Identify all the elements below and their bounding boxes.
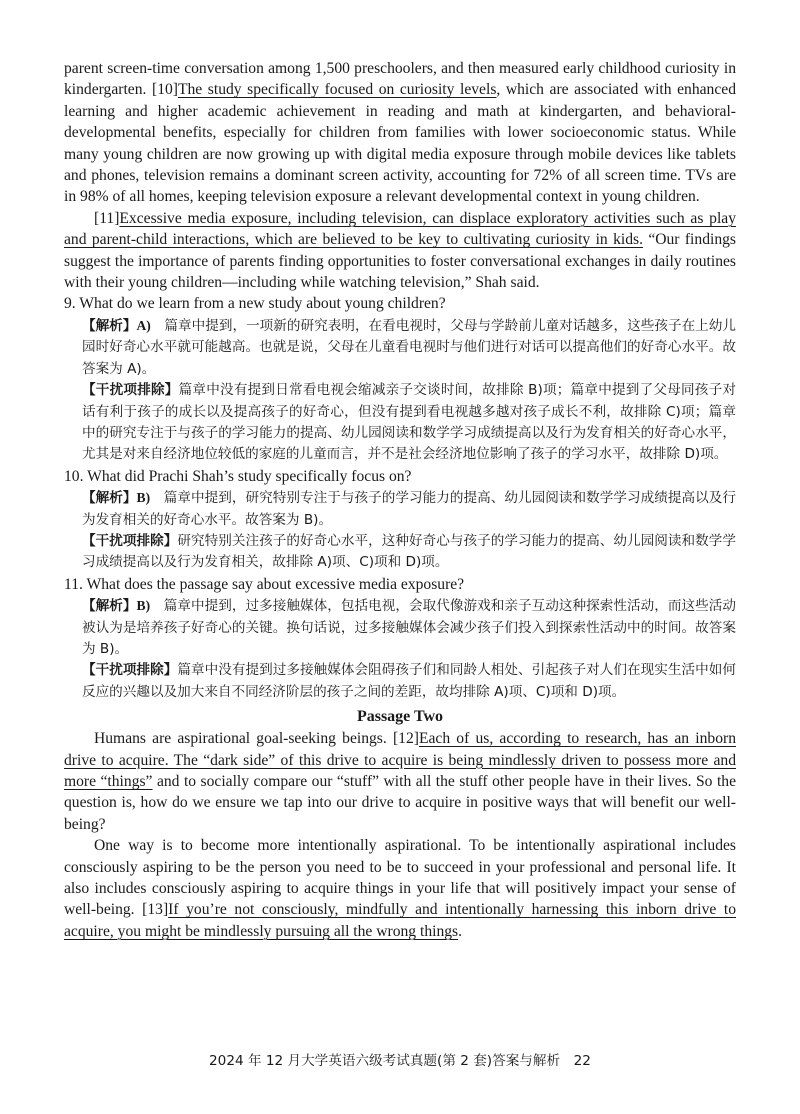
question-marker: [13] xyxy=(142,901,169,919)
analysis-text: 篇章中提到，研究特别专注于与孩子的学习能力的提高、幼儿园阅读和数学学习成绩提高以及行为发育相关的好奇心水平。故答案为 B)。 xyxy=(82,490,737,528)
analysis-text: 篇章中提到，一项新的研究表明，在看电视时，父母与学龄前儿童对话越多，这些孩子在上幼儿园时好奇心水平就可能越高。也就是说，父母在儿童看电视时与他们进行对话可以提高他们的好奇心水平。故答案为 A)。 xyxy=(82,317,736,377)
analysis-tag: 【解析】 xyxy=(82,317,137,334)
text: Humans are aspirational goal-seeking beings. xyxy=(94,730,393,748)
answer: B) xyxy=(136,490,151,506)
text: and to socially compare our “stuff” with all the stuff other people have in their lives. So the question is, how do we ensure we tap into our drive to acquire in positive ways that will benefit our well-being? xyxy=(64,773,736,833)
question-marker: [11] xyxy=(94,209,120,227)
question-stem: 9. What do we learn from a new study about young children? xyxy=(64,295,446,313)
distractor-analysis xyxy=(64,660,736,703)
distractor-text: 篇章中没有提到日常看电视会缩减亲子交谈时间，故排除 B)项；篇章中提到了父母同孩子对话有利于孩子的成长以及提高孩子的好奇心，但没有提到看电视越多越对孩子成长不利，故排除 C)项；篇章中的研究专注于与孩子的学习能力的提高、幼儿园阅读和数学学习成绩提高以及行为发育相关的好奇心水平，尤其是对来自经济地位较低的家庭的儿童而言，并不是社会经济地位影响了孩子的学习水平，故排除 D)项。 xyxy=(82,382,736,463)
underlined-sentence: The study specifically focused on curiosity levels xyxy=(177,81,497,99)
text: parent screen-time conversation among 1,500 preschoolers, and then measured early childhood curiosity in kindergarten. xyxy=(64,60,736,99)
passage-two-paragraph-2 xyxy=(64,835,736,942)
question-marker: [12] xyxy=(392,730,419,748)
text: . xyxy=(458,922,463,940)
answer: B) xyxy=(136,598,151,614)
analysis xyxy=(64,315,736,380)
passage-one-paragraph-1 xyxy=(64,58,736,208)
distractor-tag: 【干扰项排除】 xyxy=(82,382,179,399)
analysis xyxy=(64,487,736,531)
question-block-10 xyxy=(64,466,736,574)
analysis-text: 篇章中提到，过多接触媒体，包括电视，会取代像游戏和亲子互动这种探索性活动，而这些活动被认为是培养孩子好奇心的关键。换句话说，过多接触媒体会减少孩子们投入到探索性活动中的时间。故答案为 B)。 xyxy=(82,598,737,657)
text: “Our findings suggest the importance of parents finding opportunities to foster conversational exchanges in daily routines with their young children—including while watching television,” Shah said. xyxy=(64,231,736,292)
answer: A) xyxy=(136,317,151,333)
question-marker: [10] xyxy=(152,81,178,99)
question-block-9 xyxy=(64,293,736,465)
text: , which are associated with enhanced learning and higher academic achievement in reading and math at kindergarten, and behavioral-developmental benefits, especially for children from families with lower socioeconomic status. While many young children are now growing up with digital media exposure through mobile devices like tablets and phones, television remains a dominant screen activity, accounting for 72% of all screen time. TVs are in 98% of all homes, keeping television exposure a relevant developmental context in young children. xyxy=(64,81,736,206)
underlined-sentence: Each of us, according to research, has an inborn drive to acquire. The “dark side” of this drive to acquire is being mindlessly driven to possess more and more “things” xyxy=(64,730,736,790)
underlined-sentence: If you’re not consciously, mindfully and intentionally harnessing this inborn drive to acquire, you might be mindlessly pursuing all the wrong things xyxy=(64,901,737,940)
analysis xyxy=(64,595,736,660)
distractor-tag: 【干扰项排除】 xyxy=(82,532,178,549)
passage-two-paragraph-1 xyxy=(64,728,736,835)
analysis-tag: 【解析】 xyxy=(82,490,137,507)
page-footer: 2024 年 12 月大学英语六级考试真题(第 2 套)答案与解析 22 xyxy=(209,1053,591,1069)
distractor-analysis xyxy=(64,380,736,466)
distractor-analysis xyxy=(64,531,736,574)
distractor-text: 研究特别关注孩子的好奇心水平，这种好奇心与孩子的学习能力的提高、幼儿园阅读和数学学习成绩提高以及行为发育相关，故排除 A)项、C)项和 D)项。 xyxy=(82,532,737,571)
question-block-11 xyxy=(64,574,736,703)
passage-one-paragraph-2 xyxy=(64,208,736,294)
analysis-tag: 【解析】 xyxy=(82,598,137,615)
question-stem: 11. What does the passage say about excessive media exposure? xyxy=(64,575,465,593)
question-stem: 10. What did Prachi Shah’s study specifically focus on? xyxy=(64,467,412,485)
passage-two-heading: Passage Two xyxy=(356,708,444,726)
distractor-text: 篇章中没有提到过多接触媒体会阻碍孩子们和同龄人相处、引起孩子对人们在现实生活中如何反应的兴趣以及加大来自不同经济阶层的孩子之间的差距，故均排除 A)项、C)项和 D)项。 xyxy=(82,662,737,700)
distractor-tag: 【干扰项排除】 xyxy=(82,662,178,679)
underlined-sentence: Excessive media exposure, including television, can displace exploratory activities such as play and parent-child interactions, which are believed to be key to cultivating curiosity in kids. xyxy=(64,209,736,249)
text: One way is to become more intentionally aspirational. To be intentionally aspirational includes consciously aspiring to be the person you need to be to succeed in your professional and personal life. It also includes consciously aspiring to acquire things in your life that will positively impact your sense of well-being. xyxy=(64,837,736,919)
